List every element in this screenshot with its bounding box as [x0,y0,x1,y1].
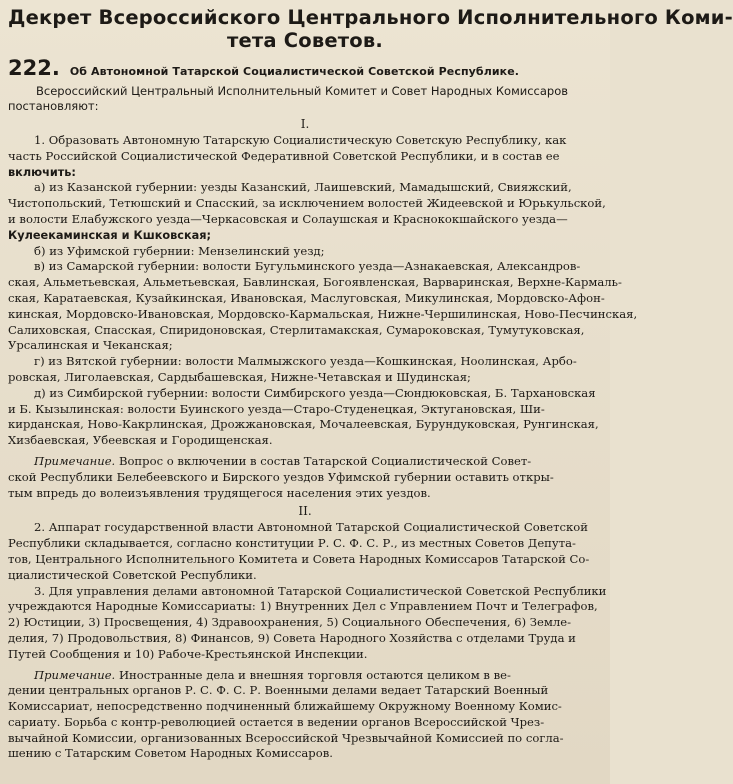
note-line [8,454,602,470]
paragraph-line: и волости Елабужского уезда—Черкасовская и Солаушская и Краснококшайского уезда— [8,211,568,226]
paragraph-line: б) из Уфимской губернии: Мензелинский уезд; [34,243,325,258]
paragraph-line: учреждаются Народные Комиссариаты: 1) Внутренних Дел с Управлением Почт и Телеграфов, [8,599,598,614]
section-numeral: I. [300,117,310,131]
paragraph-line: 3. Для управления делами автономной Татарской Социалистической Советской Республики [34,583,607,598]
paragraph-line: в) из Самарской губернии: волости Бугульминского уезда—Азнакаевская, Александров- [34,259,581,274]
decree-header [8,56,602,80]
paragraph-line: д) из Симбирской губернии: волости Симбирского уезда—Сюндюковская, Б. Тархановская [34,385,596,400]
preamble-line: постановляют: [8,99,99,113]
paragraph-line: г) из Вятской губернии: волости Малмыжского уезда—Кошкинская, Ноолинская, Арбо- [34,354,577,369]
paragraph-line: кирданская, Ново-Какрлинская, Дрожжановская, Мочалеевская, Бурундуковская, Рунгинская, [8,417,599,432]
note-text: Вопрос о включении в состав Татарской Социалистической Совет- [118,453,532,468]
paragraph-line: Путей Сообщения и 10) Рабоче-Крестьянской Инспекции. [8,646,368,661]
note-line: вычайной Комиссии, организованных Всероссийской Чрезвычайной Комиссией по согла- [8,730,564,745]
note-label: Примечание. [34,667,116,682]
paragraph-line: делия, 7) Продовольствия, 8) Финансов, 9) Совета Народного Хозяйства с отделами Труда и [8,630,576,645]
paragraph-line: кинская, Мордовско-Ивановская, Мордовско-Кармальская, Нижне-Чершилинская, Ново-Песчинская, [8,306,638,321]
paragraph-line: и Б. Кызылинская: волости Буинского уезда—Старо-Студенецкая, Эктугановская, Ши- [8,401,545,416]
section-1-body [8,133,638,501]
decree-title-line-2: тета Советов. [226,29,384,52]
note-label: Примечание. [34,453,116,468]
preamble-line: Всероссийский Центральный Исполнительный Комитет и Совет Народных Комиссаров [36,84,569,98]
decree-subject: Об Автономной Татарской Социалистической Советской Республике. [69,65,520,78]
decree-title-line-1: Декрет Всероссийского Центрального Исполнительного Коми- [8,6,733,29]
paragraph-line: 2. Аппарат государственной власти Автономной Татарской Социалистической Советской [34,520,588,535]
note-line: тым впредь до волеизъявления трудящегося населения этих уездов. [8,485,431,500]
note-text: Иностранные дела и внешняя торговля остаются целиком в ве- [118,667,511,682]
note-line: сариату. Борьба с контр-революцией остается в ведении органов Всероссийской Чрез- [8,714,545,729]
paragraph-line: Салиховская, Спасская, Спиридоновская, Стерлитамакская, Сумароковская, Тумутуковская, [8,322,585,337]
paragraph-line: часть Российской Социалистической Федеративной Советской Республики, и в состав ее [8,148,560,163]
section-numeral: II. [298,504,312,519]
section-2-body [8,520,607,762]
decree-title [8,6,733,52]
paragraph-line: а) из Казанской губернии: уезды Казанский, Лаишевский, Мамадышский, Свияжский, [34,180,572,195]
note-line: шению с Татарским Советом Народных Комиссаров. [8,746,333,761]
paragraph-line: включить: [8,165,76,179]
paragraph-line: циалистической Советской Республики. [8,567,257,582]
paragraph-line: 1. Образовать Автономную Татарскую Социалистическую Советскую Республику, как [34,133,567,147]
paragraph-line: тов, Центрального Исполнительного Комитета и Совета Народных Комиссаров Татарской Со- [8,551,590,566]
preamble [8,84,602,114]
paragraph-line: Республики складывается, согласно конституции Р. С. Ф. С. Р., из местных Советов Депута- [8,536,576,551]
note-line: Комиссариат, непосредственно подчиненный ближайшему Окружному Военному Комис- [8,699,562,714]
paragraph-line: ская, Альметьевская, Альметьевская, Бавлинская, Богоявленская, Варваринская, Верхне-Кармаль- [8,275,622,290]
note-line: дении центральных органов Р. С. Ф. С. Р. Военными делами ведает Татарский Военный [8,683,549,698]
paragraph-line: ская, Каратаевская, Кузайкинская, Ивановская, Маслуговская, Микулинская, Мордовско-Афон- [8,290,605,305]
paragraph-line: Кулеекаминская и Кшковская; [8,228,212,242]
paragraph-line: Хизбаевская, Убеевская и Городищенская. [8,433,273,448]
note-line: ской Республики Белебеевского и Бирского уездов Уфимской губернии оставить откры- [8,469,554,484]
paragraph-line: ровская, Лиголаевская, Сардыбашевская, Нижне-Четавская и Шудинская; [8,369,471,384]
paragraph-line: Чистопольский, Тетюшский и Спасский, за исключением волостей Жидеевской и Юрькульской, [8,196,606,211]
decree-number: 222. [8,56,60,80]
paragraph-line: 2) Юстиции, 3) Просвещения, 4) Здравоохранения, 5) Социального Обеспечения, 6) Земле- [8,615,572,630]
note-line [8,668,602,684]
paragraph-line: Урсалинская и Чеканская; [8,338,173,353]
